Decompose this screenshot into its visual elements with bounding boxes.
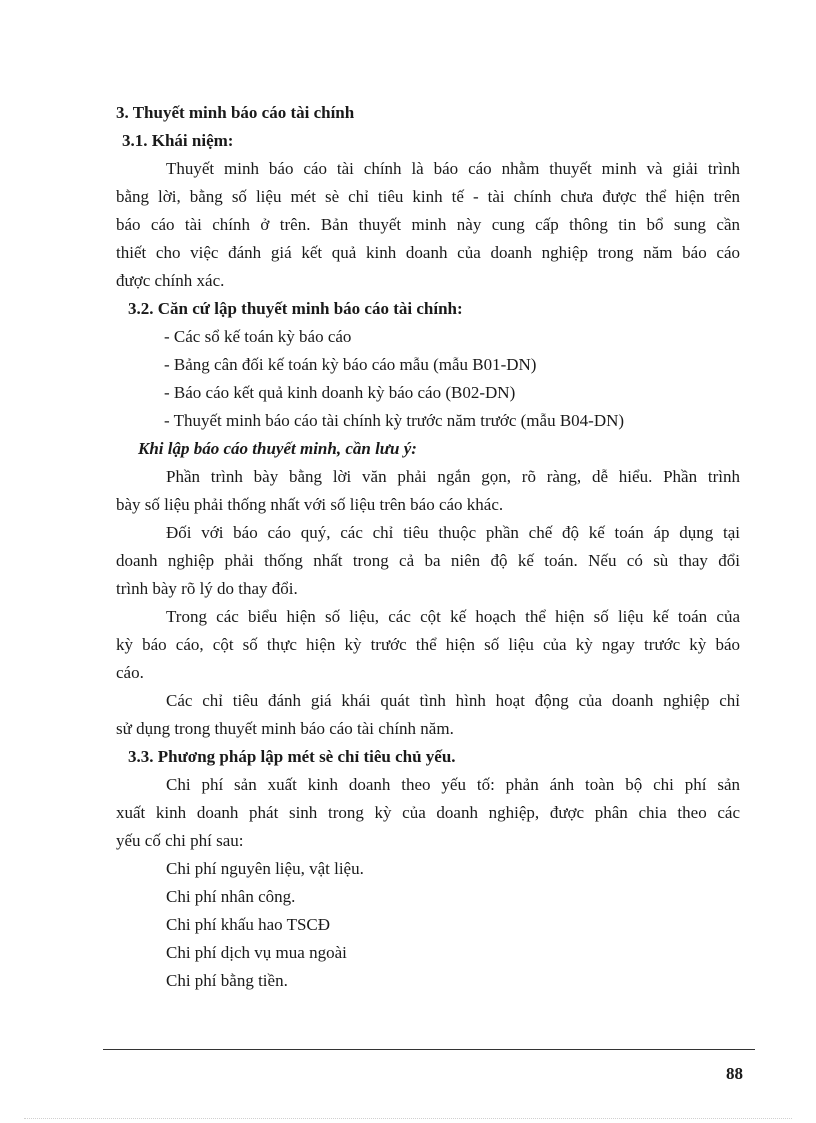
text-line: Phần trình bày bằng lời văn phải ngắn gọn, rõ ràng, dễ hiểu. Phần trình	[166, 467, 740, 486]
note-paragraph-4	[116, 687, 740, 743]
section-heading-3-1: 3.1. Khái niệm:	[122, 131, 234, 150]
list-item: Chi phí dịch vụ mua ngoài	[166, 943, 347, 962]
paragraph-chi-phi	[116, 771, 740, 855]
text-line: báo cáo tài chính ở trên. Bản thuyết minh này cung cấp thông tin bổ sung cần	[116, 215, 740, 234]
text-line: xuất kinh doanh phát sinh trong kỳ của doanh nghiệp, được phân chia theo các	[116, 803, 740, 822]
text-line: Thuyết minh báo cáo tài chính là báo cáo nhằm thuyết minh và giải trình	[166, 159, 740, 178]
note-paragraph-3	[116, 603, 740, 687]
section-heading-3: 3. Thuyết minh báo cáo tài chính	[116, 103, 355, 122]
text-line: cáo.	[116, 663, 144, 682]
paragraph-khai-niem	[116, 155, 740, 295]
page-bottom-edge	[24, 1118, 792, 1119]
list-item: Chi phí bằng tiền.	[166, 971, 288, 990]
text-line: Đối với báo cáo quý, các chỉ tiêu thuộc phần chế độ kế toán áp dụng tại	[166, 523, 740, 542]
text-line: kỳ báo cáo, cột số thực hiện kỳ trước thể hiện số liệu của kỳ ngay trước kỳ báo	[116, 635, 740, 654]
text-line: được chính xác.	[116, 271, 225, 290]
note-paragraph-2	[116, 519, 740, 603]
list-item: Chi phí nguyên liệu, vật liệu.	[166, 859, 364, 878]
basis-list	[116, 323, 740, 435]
cost-list	[116, 855, 740, 995]
list-item: Chi phí nhân công.	[166, 887, 296, 906]
list-item: - Báo cáo kết quả kinh doanh kỳ báo cáo (B02-DN)	[164, 383, 516, 402]
text-line: yếu cố chi phí sau:	[116, 831, 244, 850]
section-heading-3-2: 3.2. Căn cứ lập thuyết minh báo cáo tài chính:	[128, 299, 463, 318]
section-heading-3-3: 3.3. Phương pháp lập mét sè chỉ tiêu chủ yếu.	[128, 747, 456, 766]
text-line: Trong các biểu hiện số liệu, các cột kế hoạch thể hiện số liệu kế toán của	[166, 607, 740, 626]
page-number: 88	[726, 1064, 743, 1083]
text-line: bằng lời, bằng số liệu mét sè chỉ tiêu kinh tế - tài chính chưa được thể hiện trên	[116, 187, 740, 206]
list-item: - Thuyết minh báo cáo tài chính kỳ trước năm trước (mẫu B04-DN)	[164, 411, 625, 430]
list-item: Chi phí khấu hao TSCĐ	[166, 915, 331, 934]
footer-divider	[103, 1049, 755, 1050]
text-line: Chi phí sản xuất kinh doanh theo yếu tố: phản ánh toàn bộ chi phí sản	[166, 775, 740, 794]
text-line: doanh nghiệp phải thống nhất trong cả ba niên độ kế toán. Nếu có sù thay đổi	[116, 551, 740, 570]
text-line: trình bày rõ lý do thay đổi.	[116, 579, 298, 598]
list-item: - Bảng cân đối kế toán kỳ báo cáo mẫu (mẫu B01-DN)	[164, 355, 537, 374]
list-item: - Các sổ kế toán kỳ báo cáo	[164, 327, 352, 346]
note-heading: Khi lập báo cáo thuyết minh, cần lưu ý:	[138, 439, 417, 458]
text-line: Các chỉ tiêu đánh giá khái quát tình hình hoạt động của doanh nghiệp chỉ	[166, 691, 740, 710]
note-paragraph-1	[116, 463, 740, 519]
page-body	[116, 99, 740, 995]
text-line: thiết cho việc đánh giá kết quả kinh doanh của doanh nghiệp trong năm báo cáo	[116, 243, 740, 262]
text-line: sử dụng trong thuyết minh báo cáo tài chính năm.	[116, 719, 454, 738]
text-line: bày số liệu phải thống nhất với số liệu trên báo cáo khác.	[116, 495, 504, 514]
